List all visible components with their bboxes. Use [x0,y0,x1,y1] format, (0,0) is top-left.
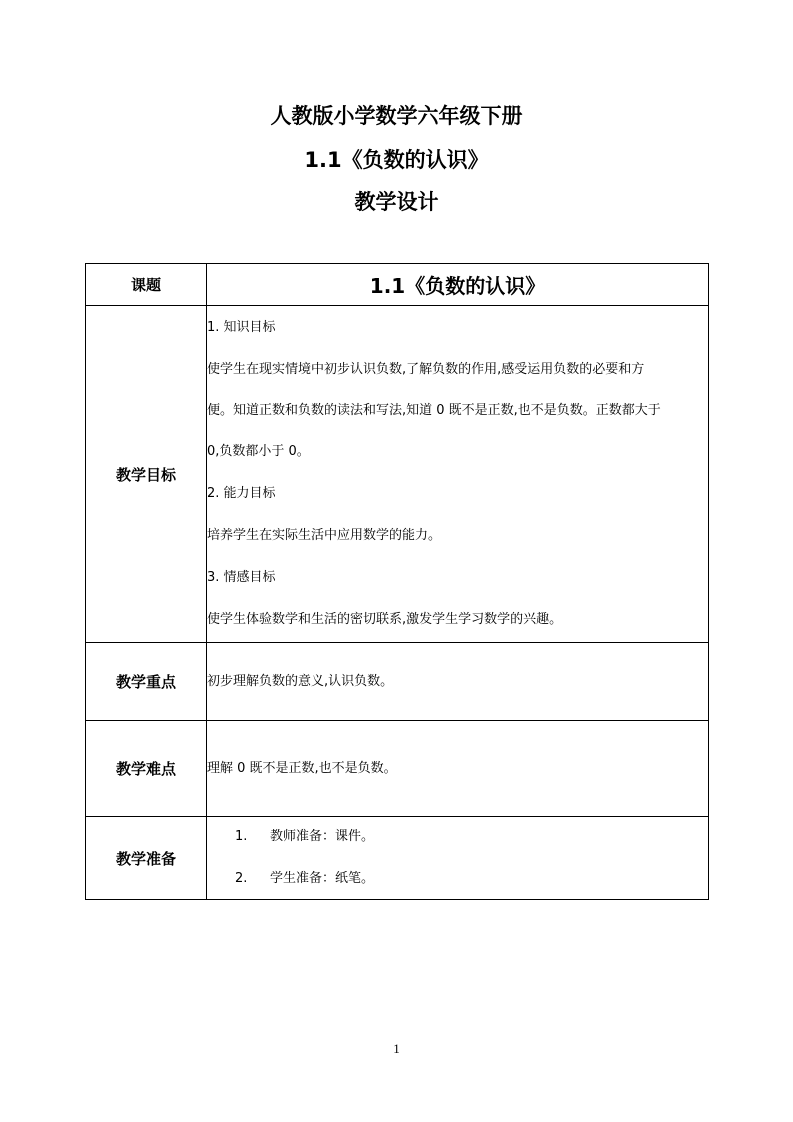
list-item-text: 学生准备：纸笔。 [270,871,375,886]
preparation-label: 教学准备 [86,817,207,900]
objective-line: 培养学生在实际生活中应用数学的能力。 [207,528,442,543]
objective-line: 1. 知识目标 [207,320,276,335]
document-title: 人教版小学数学六年级下册 [270,104,523,128]
list-item-text: 教师准备：课件。 [270,829,375,844]
list-item [207,827,708,847]
objective-line: 0,负数都小于 0。 [207,444,310,459]
list-item [207,869,708,889]
preparation-content [207,817,709,900]
difficulties-value: 理解 0 既不是正数,也不是负数。 [207,721,709,817]
row-objectives [86,306,709,643]
document-type: 教学设计 [354,190,439,214]
key-points-label: 教学重点 [86,643,207,721]
objectives-label: 教学目标 [86,306,207,643]
lesson-plan-table [85,263,709,900]
key-points-value: 初步理解负数的意义,认识负数。 [207,643,709,721]
row-key-points [86,643,709,721]
page-number: 1 [393,1041,400,1056]
lesson-title: 1.1《负数的认识》 [304,148,489,172]
topic-label: 课题 [86,264,207,306]
list-item-number: 1. [235,829,248,844]
objective-line: 使学生在现实情境中初步认识负数,了解负数的作用,感受运用负数的必要和方 [207,362,645,377]
objectives-content [207,306,709,643]
row-preparation [86,817,709,900]
list-item-number: 2. [235,871,248,886]
objective-line: 2. 能力目标 [207,486,276,501]
row-topic [86,264,709,306]
row-difficulties [86,721,709,817]
objective-line: 便。知道正数和负数的读法和写法,知道 0 既不是正数,也不是负数。正数都大于 [207,403,661,418]
topic-value: 1.1《负数的认识》 [207,264,709,306]
objective-line: 3. 情感目标 [207,570,276,585]
difficulties-label: 教学难点 [86,721,207,817]
objective-line: 使学生体验数学和生活的密切联系,激发学生学习数学的兴趣。 [207,612,563,627]
